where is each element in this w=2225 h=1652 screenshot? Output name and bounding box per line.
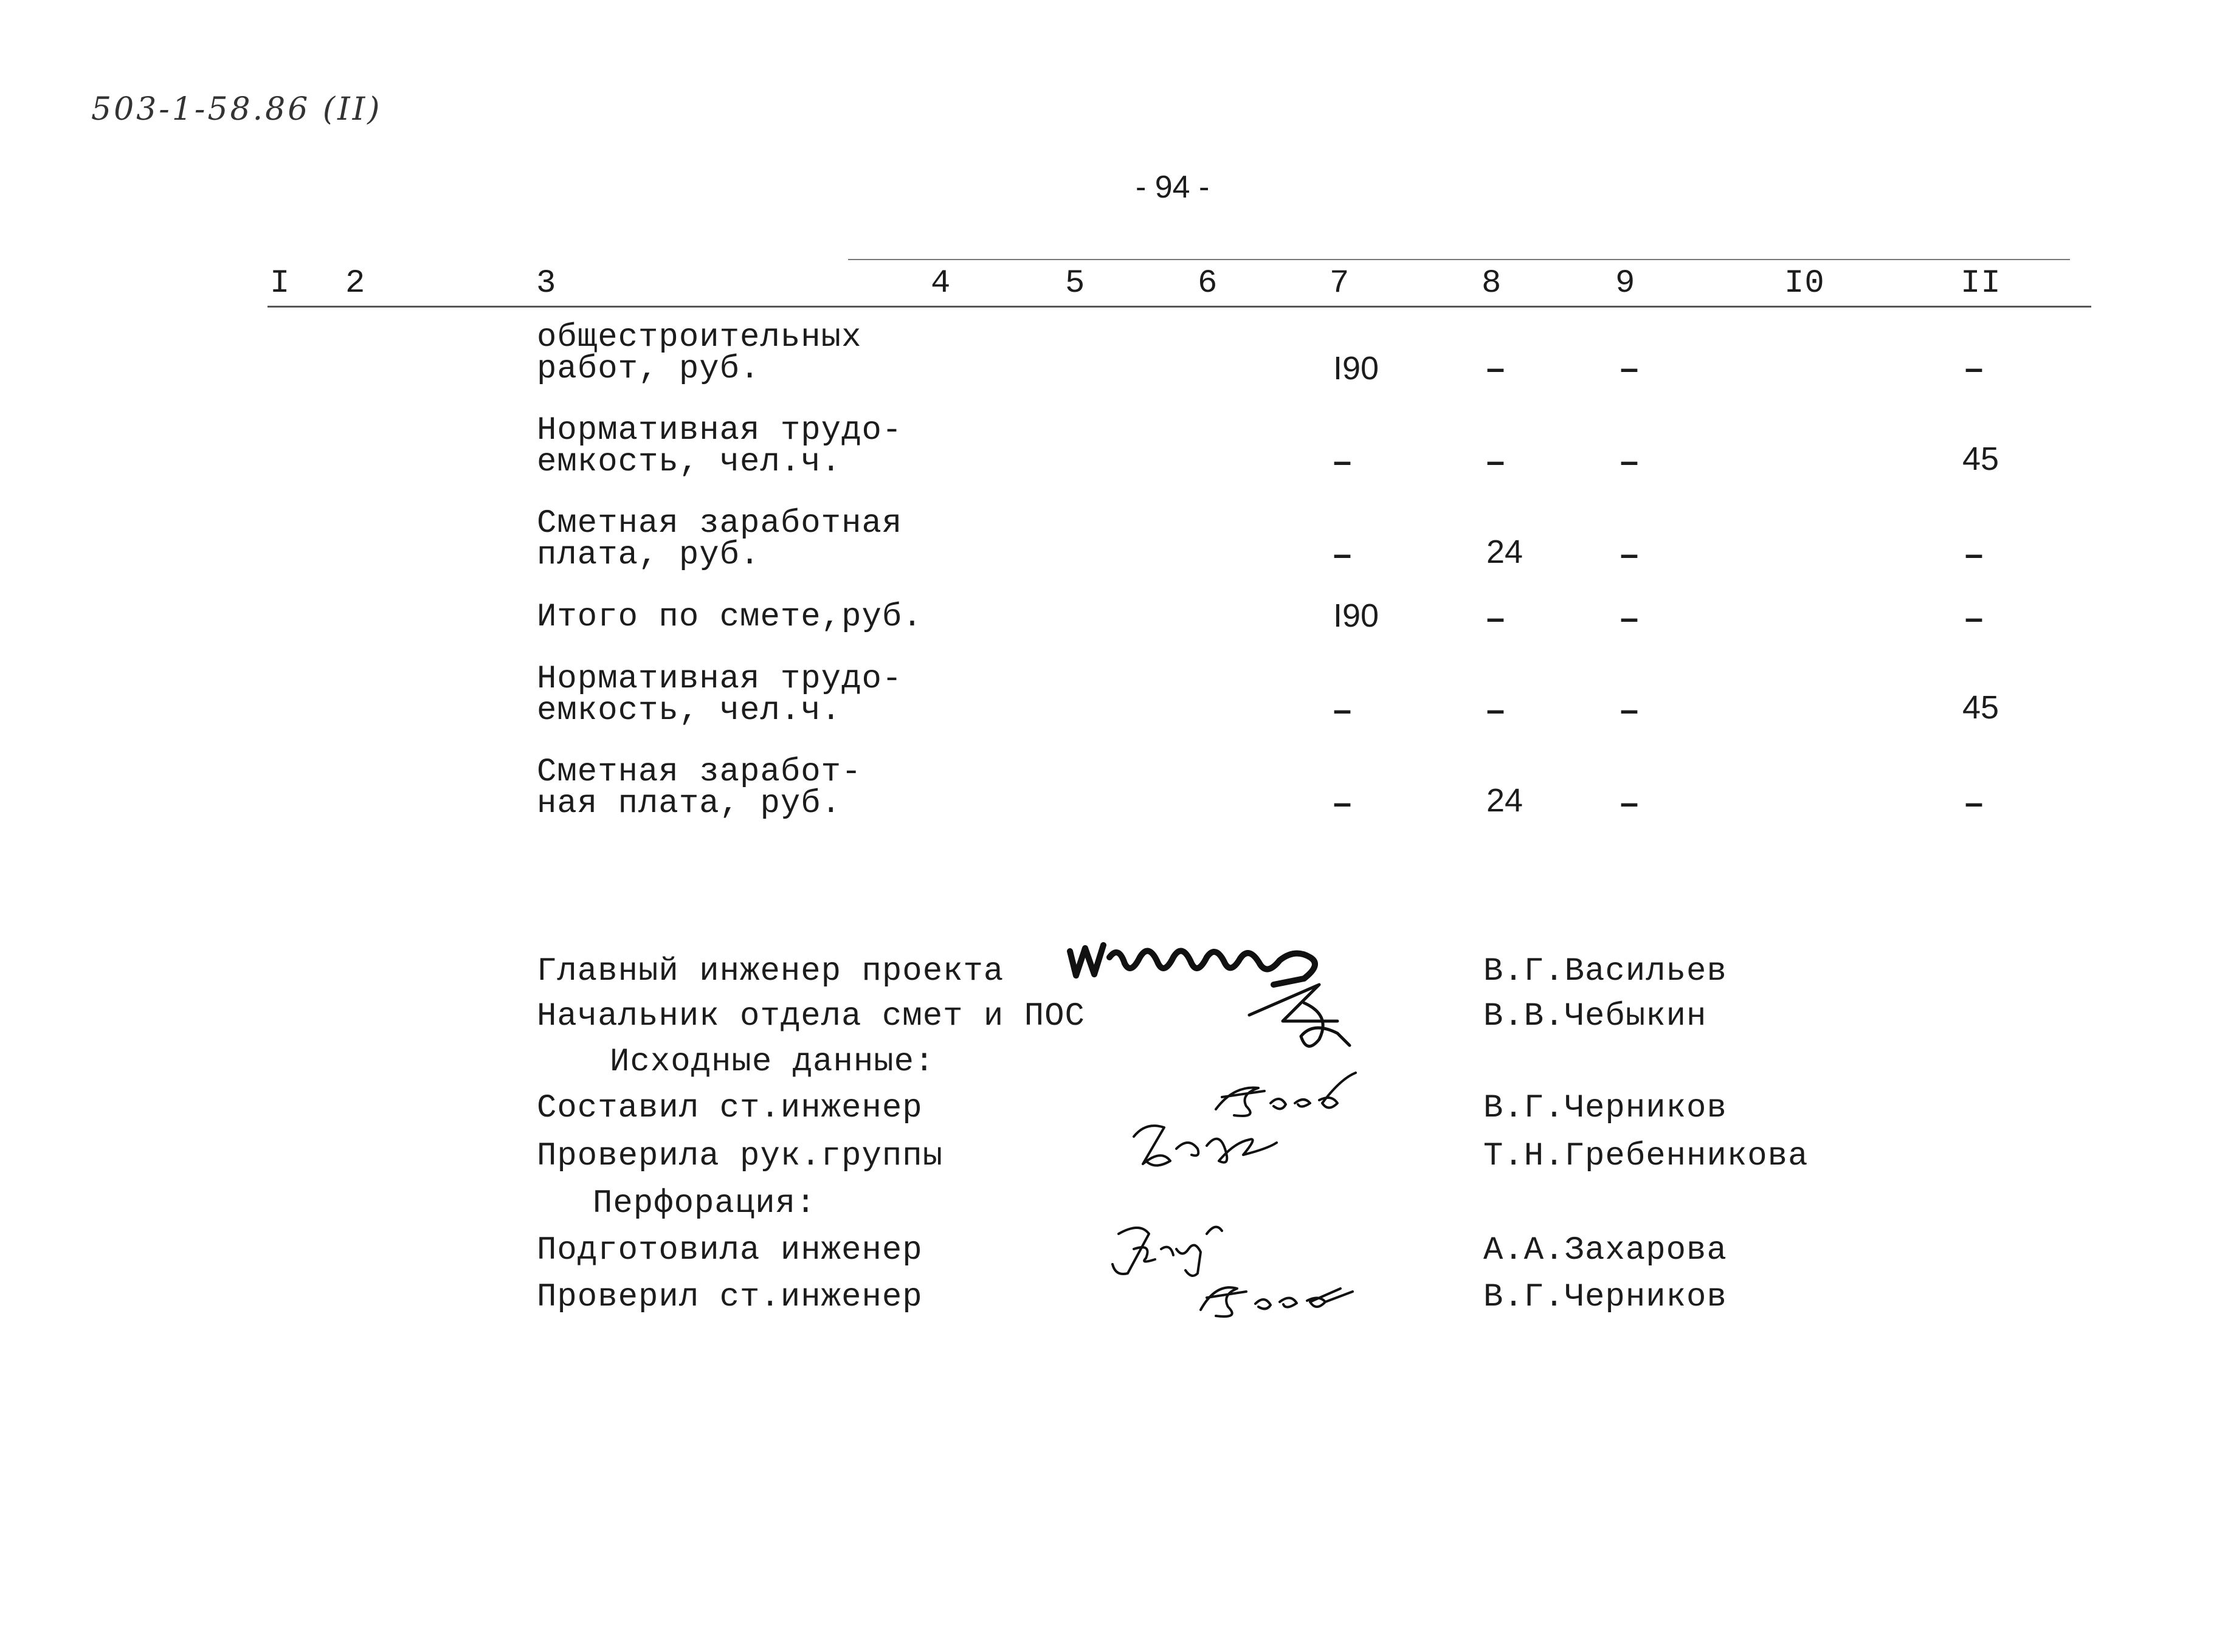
document-series-code: 503-1-58.86 (II) bbox=[91, 91, 382, 128]
table-cell-col7: – bbox=[1333, 785, 1352, 821]
table-cell-col7: I90 bbox=[1333, 597, 1379, 634]
table-cell-col7: – bbox=[1333, 692, 1352, 728]
table-row-description: Нормативная трудо- емкость, чел.ч. bbox=[537, 661, 903, 729]
column-header-10: I0 bbox=[1784, 265, 1825, 302]
section-heading: Исходные данные: bbox=[610, 1044, 935, 1081]
page-number: - 94 - bbox=[1136, 170, 1210, 205]
signatory-name: В.Г.Васильев bbox=[1483, 953, 1727, 990]
table-cell-col8: 24 bbox=[1486, 782, 1523, 819]
table-cell-col11: – bbox=[1965, 785, 1984, 821]
signatory-name: А.А.Захарова bbox=[1483, 1232, 1727, 1269]
section-heading: Перфорация: bbox=[593, 1185, 816, 1222]
table-header-rule bbox=[267, 306, 2091, 308]
signatory-name: Т.Н.Гребенникова bbox=[1483, 1138, 1809, 1175]
table-cell-col11: – bbox=[1965, 536, 1984, 573]
table-cell-col9: – bbox=[1620, 443, 1639, 480]
table-cell-col9: – bbox=[1620, 536, 1639, 573]
signature-role: Начальник отдела смет и ПОС bbox=[537, 998, 1085, 1035]
column-header-11: II bbox=[1961, 265, 2001, 302]
signatory-name: В.Г.Черников bbox=[1483, 1279, 1727, 1316]
table-cell-col8: – bbox=[1486, 692, 1505, 728]
column-header-2: 2 bbox=[345, 265, 366, 302]
signature-mark-department-head bbox=[1246, 979, 1368, 1058]
table-cell-col8: – bbox=[1486, 443, 1505, 480]
signature-role: Составил ст.инженер bbox=[537, 1090, 923, 1127]
column-header-1: I bbox=[270, 265, 291, 302]
table-cell-col8: – bbox=[1486, 600, 1505, 636]
table-cell-col9: – bbox=[1620, 600, 1639, 636]
signatory-name: В.Г.Черников bbox=[1483, 1090, 1727, 1127]
table-row-description: общестроительных работ, руб. bbox=[537, 319, 862, 388]
table-row-description: Нормативная трудо- емкость, чел.ч. bbox=[537, 412, 903, 481]
table-cell-col8: 24 bbox=[1486, 534, 1523, 570]
signatory-name: В.В.Чебыкин bbox=[1483, 998, 1707, 1035]
column-header-7: 7 bbox=[1330, 265, 1350, 302]
column-header-9: 9 bbox=[1615, 265, 1636, 302]
signature-role: Главный инженер проекта bbox=[537, 953, 1004, 990]
signature-mark-group-head bbox=[1128, 1112, 1286, 1179]
column-header-4: 4 bbox=[931, 265, 951, 302]
signature-role: Проверил ст.инженер bbox=[537, 1279, 923, 1316]
table-row-description: Сметная заработная плата, руб. bbox=[537, 505, 903, 574]
table-row-description: Сметная заработ- ная плата, руб. bbox=[537, 754, 862, 822]
column-header-5: 5 bbox=[1065, 265, 1086, 302]
table-cell-col9: – bbox=[1620, 785, 1639, 821]
signature-role: Проверила рук.группы bbox=[537, 1138, 943, 1175]
column-header-8: 8 bbox=[1482, 265, 1502, 302]
table-cell-col11: 45 bbox=[1962, 689, 1999, 726]
table-cell-col8: – bbox=[1486, 350, 1505, 387]
column-header-6: 6 bbox=[1198, 265, 1218, 302]
table-cell-col7: – bbox=[1333, 443, 1352, 480]
signature-role: Подготовила инженер bbox=[537, 1232, 923, 1269]
table-cell-col11: – bbox=[1965, 600, 1984, 636]
table-row-description: Итого по смете,руб. bbox=[537, 599, 923, 636]
signature-mark-checking-engineer bbox=[1195, 1264, 1359, 1325]
table-cell-col9: – bbox=[1620, 350, 1639, 387]
table-top-rule bbox=[848, 259, 2070, 260]
table-cell-col9: – bbox=[1620, 692, 1639, 728]
table-cell-col11: 45 bbox=[1962, 441, 1999, 477]
column-header-3: 3 bbox=[536, 265, 557, 302]
table-cell-col11: – bbox=[1965, 350, 1984, 387]
table-cell-col7: I90 bbox=[1333, 350, 1379, 387]
table-cell-col7: – bbox=[1333, 536, 1352, 573]
